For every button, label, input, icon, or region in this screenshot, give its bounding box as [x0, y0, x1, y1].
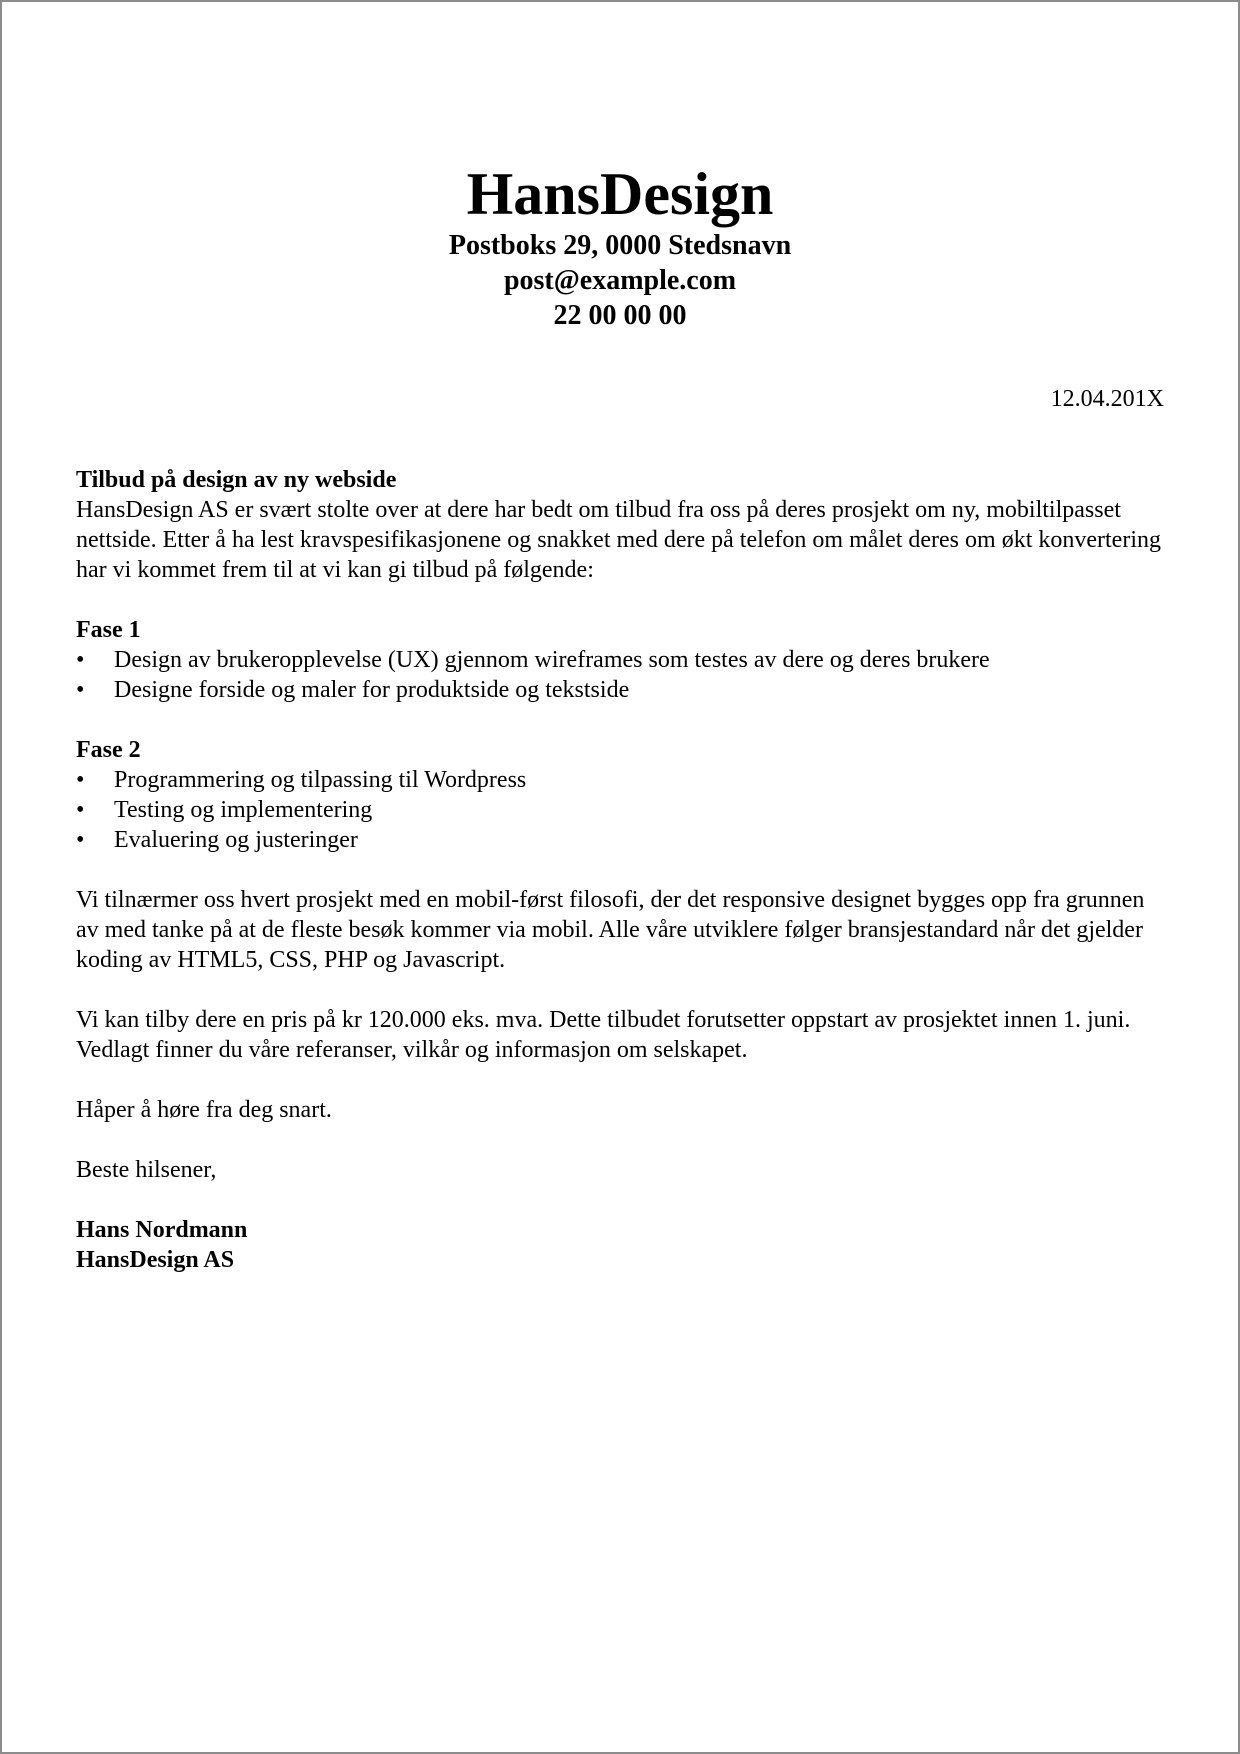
bullet-icon: •: [76, 797, 85, 823]
intro-paragraph: HansDesign AS er svært stolte over at dere har bedt om tilbud fra oss på deres prosjekt om ny, mobiltilpasset nettside. Etter å ha lest kravspesifikasjonene og snakket med dere på telefon om målet deres om økt konvertering har vi kommet frem til at vi kan gi tilbud på følgende:: [76, 497, 1161, 583]
signature-company: HansDesign AS: [76, 1247, 235, 1273]
letter-date: 12.04.201X: [1050, 386, 1164, 412]
list-item-text: Designe forside og maler for produktside og tekstside: [114, 677, 630, 703]
list-item: [76, 645, 1168, 675]
list-item: [76, 765, 1168, 795]
letterhead: [2, 160, 1238, 333]
list-item-text: Testing og implementering: [114, 797, 373, 823]
company-phone: 22 00 00 00: [553, 300, 687, 331]
spacer: [76, 585, 1168, 615]
company-address: Postboks 29, 0000 Stedsnavn: [448, 230, 792, 261]
list-item-text: Design av brukeropplevelse (UX) gjennom wireframes som testes av dere og deres brukere: [114, 647, 990, 673]
spacer: [76, 1185, 1168, 1215]
spacer: [76, 975, 1168, 1005]
list-item: [76, 825, 1168, 855]
approach-paragraph: Vi tilnærmer oss hvert prosjekt med en mobil-først filosofi, der det responsive designet bygges opp fra grunnen av med tanke på at de fleste besøk kommer via mobil. Alle våre utviklere følger bransjestandard når det gjelder koding av HTML5, CSS, PHP og Javascript.: [76, 887, 1145, 973]
letter-subject: Tilbud på design av ny webside: [76, 467, 397, 493]
bullet-icon: •: [76, 647, 85, 673]
bullet-icon: •: [76, 767, 85, 793]
list-item: [76, 675, 1168, 705]
company-email: post@example.com: [503, 265, 737, 296]
phase-title: Fase 2: [76, 737, 141, 763]
spacer: [76, 1065, 1168, 1095]
spacer: [76, 1125, 1168, 1155]
phase-title: Fase 1: [76, 617, 141, 643]
closing-line: Beste hilsener,: [76, 1157, 217, 1183]
hope-paragraph: Håper å høre fra deg snart.: [76, 1097, 332, 1123]
list-item: [76, 795, 1168, 825]
bullet-icon: •: [76, 677, 85, 703]
company-name: HansDesign: [466, 161, 774, 227]
letter-body: [76, 465, 1168, 1275]
spacer: [76, 705, 1168, 735]
list-item-text: Programmering og tilpassing til Wordpress: [114, 767, 527, 793]
price-paragraph: Vi kan tilby dere en pris på kr 120.000 eks. mva. Dette tilbudet forutsetter oppstart av prosjektet innen 1. juni. Vedlagt finner du våre referanser, vilkår og informasjon om selskapet.: [76, 1007, 1131, 1063]
phase-1-list: [76, 645, 1168, 705]
spacer: [76, 855, 1168, 885]
list-item-text: Evaluering og justeringer: [114, 827, 358, 853]
signature-name: Hans Nordmann: [76, 1217, 248, 1243]
bullet-icon: •: [76, 827, 85, 853]
phase-2-list: [76, 765, 1168, 855]
